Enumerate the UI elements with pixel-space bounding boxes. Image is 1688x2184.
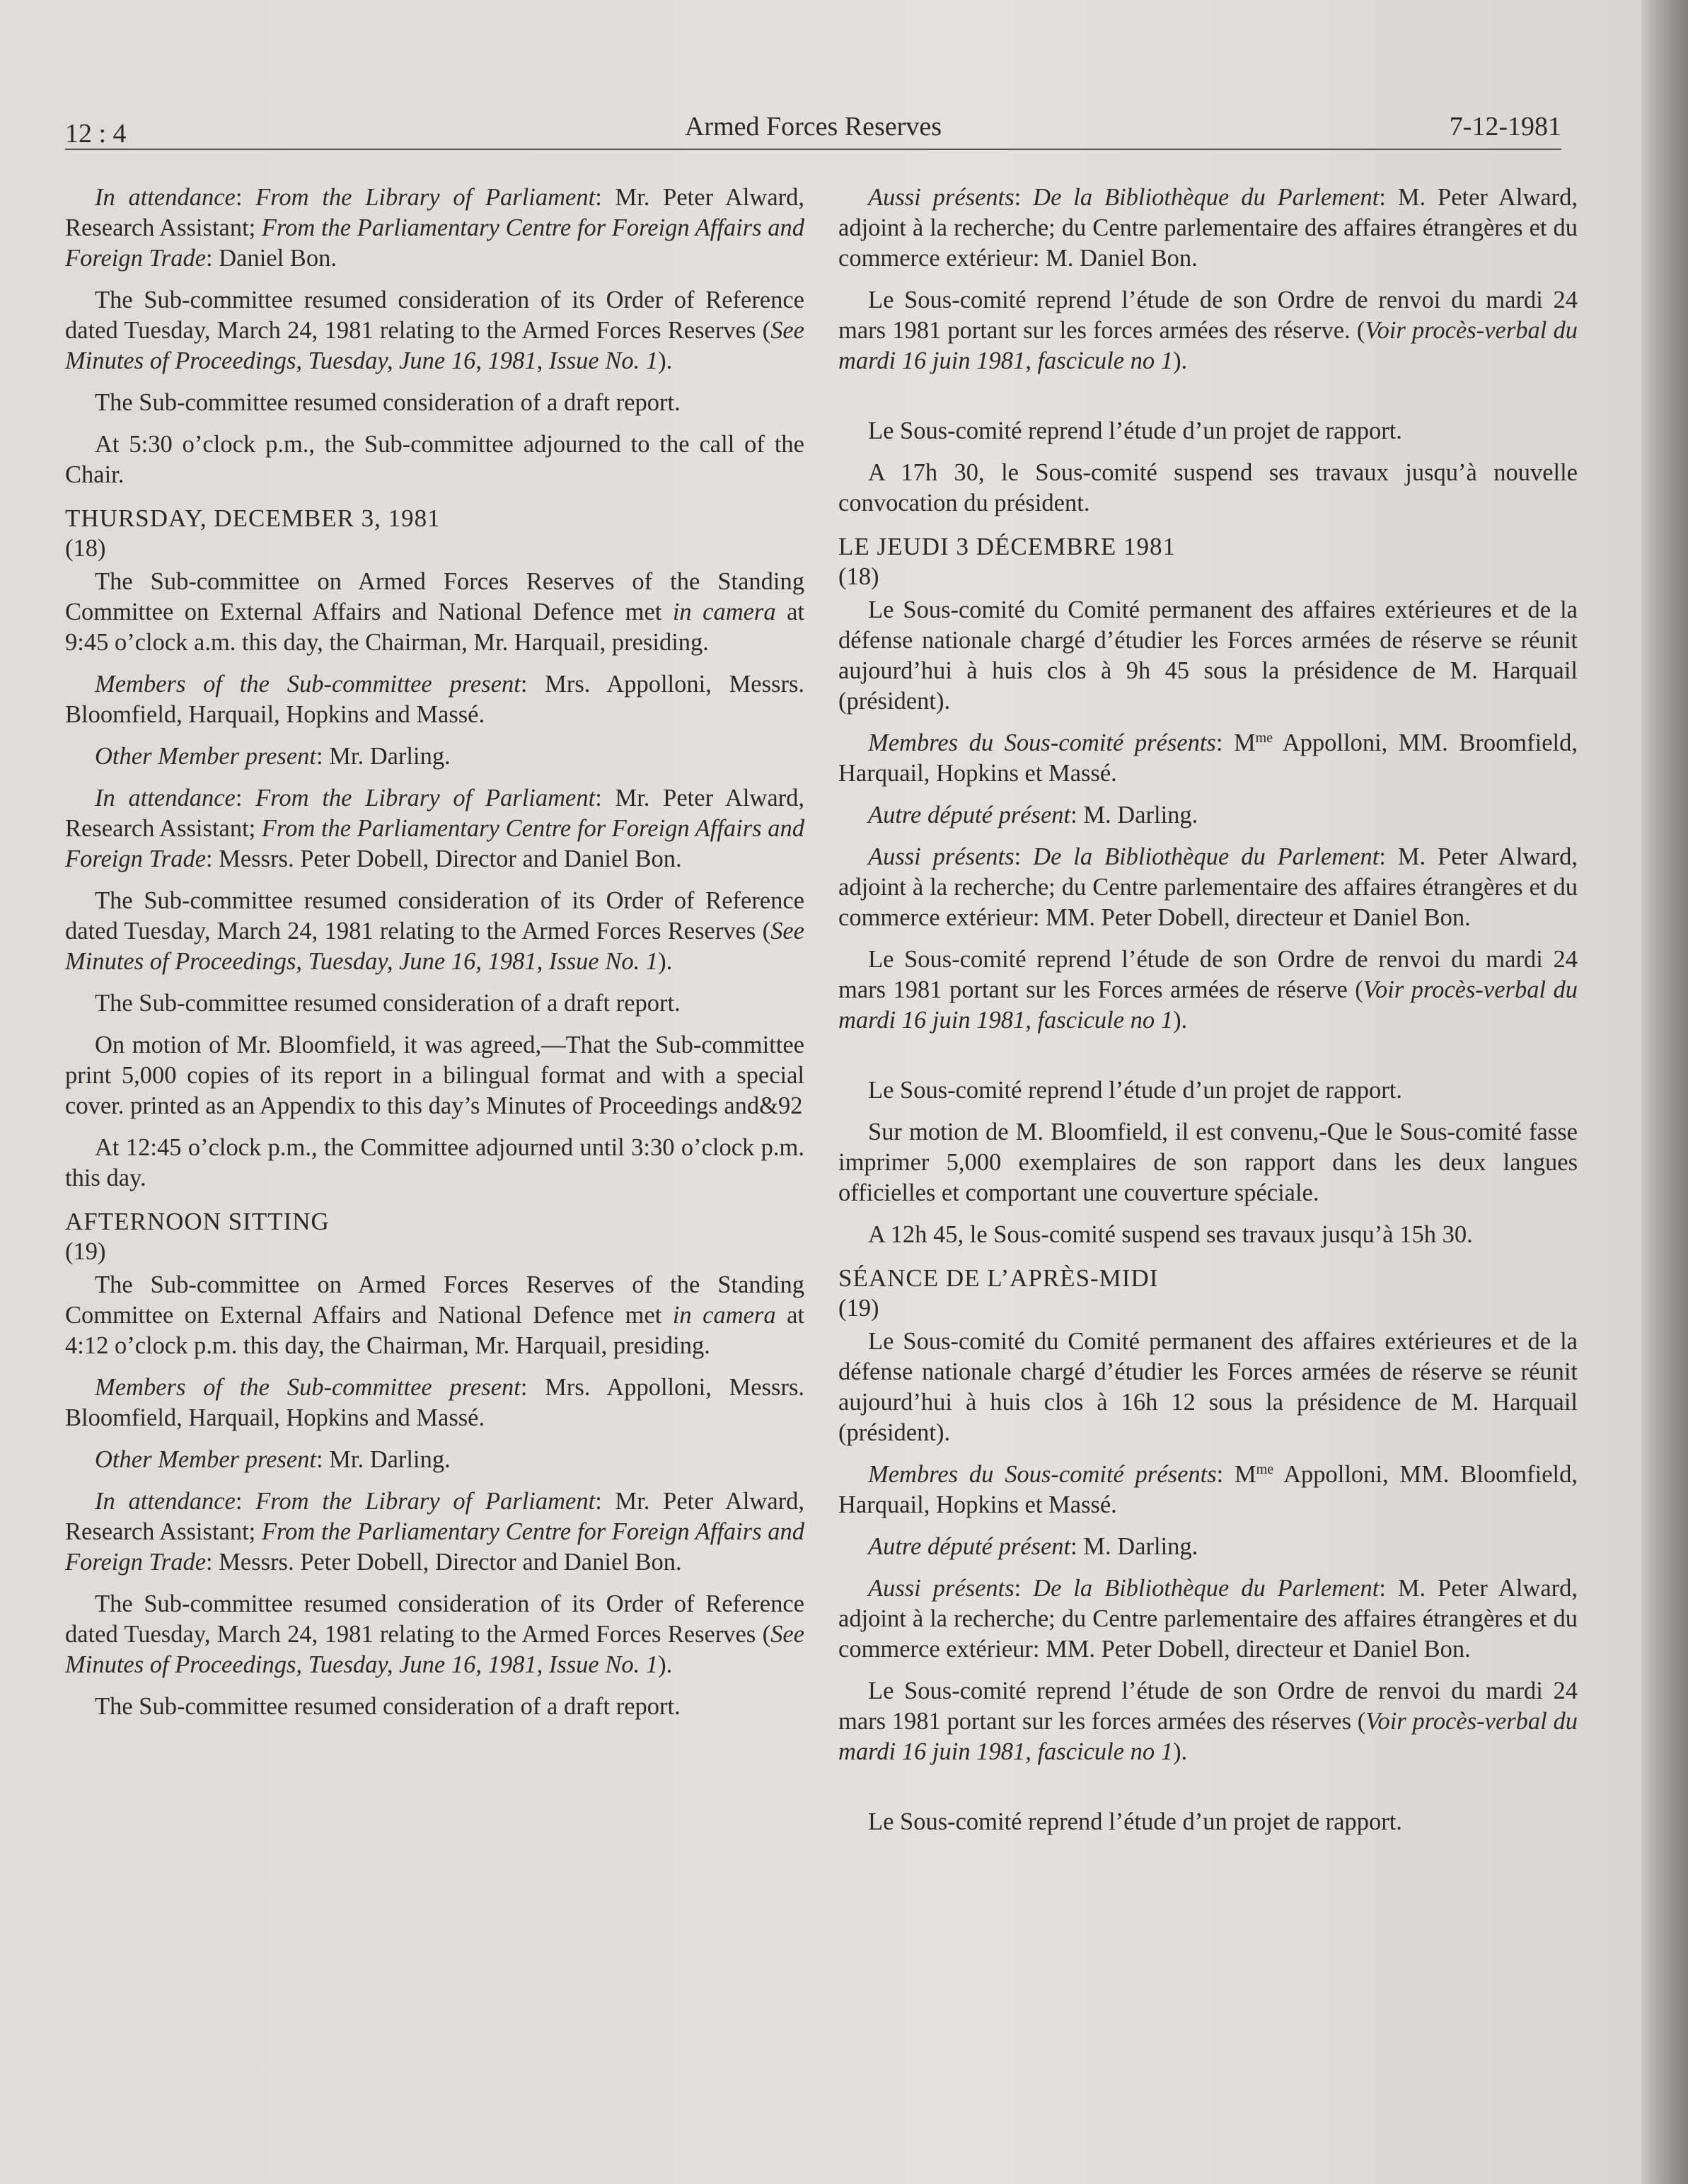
text-run: Other Member present <box>95 743 316 770</box>
text-run: Membres du Sous-comité présents <box>868 729 1216 756</box>
text-run: : <box>1014 1575 1034 1602</box>
draft-report-paragraph: The Sub-committee resumed consideration of a draft report. <box>95 389 681 416</box>
text-run: Le Sous-comité reprend l’étude de son Ordre de renvoi du mardi 24 mars 1981 portant sur les forces armées des réserves ( <box>838 1677 1578 1735</box>
meeting-number: (18) <box>838 563 879 590</box>
text-run: : Mr. Peter Alward, Research Assistant; <box>65 1488 804 1545</box>
draft-report-paragraph: The Sub-committee resumed consideration of a draft report. <box>95 990 681 1017</box>
order-of-reference-paragraph <box>65 285 804 376</box>
text-run: ). <box>1173 1738 1188 1765</box>
text-run: ). <box>658 347 673 374</box>
meeting-paragraph: Le Sous-comité du Comité permanent des affaires extérieures et de la défense nationale chargé d’étudier les Forces armées de réserve se réunit aujourd’hui à huis clos à 16h 12 sous la présidence de M. Harquail (président). <box>838 1328 1578 1446</box>
text-run: De la Bibliothèque du Parlement <box>1033 843 1380 870</box>
text-run: Membres du Sous-comité présents <box>868 1461 1217 1488</box>
text-run: me <box>1256 1462 1274 1477</box>
text-run: See Minutes of Proceedings, Tuesday, June 16, 1981, Issue No. 1 <box>65 317 804 374</box>
text-run: Voir procès-verbal du mardi 16 juin 1981, fascicule no 1 <box>838 1708 1578 1765</box>
text-run: Members of the Sub-committee present <box>95 671 521 698</box>
text-run: Autre député présent <box>868 1533 1071 1560</box>
section-heading: LE JEUDI 3 DÉCEMBRE 1981 <box>838 533 1177 560</box>
page-binding-edge <box>1641 0 1688 2184</box>
text-run: ). <box>658 1651 673 1678</box>
text-run: Aussi présents <box>868 843 1014 870</box>
text-run: : M. Peter Alward, adjoint à la recherche; du Centre parlementaire des affaires étrangères et du commerce extérieur: M. Daniel Bon. <box>838 184 1578 272</box>
text-run: The Sub-committee on Armed Forces Reserves of the Standing Committee on External Affairs and National Defence met <box>65 1271 804 1329</box>
text-run: Le Sous-comité reprend l’étude de son Ordre de renvoi du mardi 24 mars 1981 portant sur les forces armées des réserve. ( <box>838 287 1578 344</box>
other-member-paragraph <box>65 741 804 772</box>
text-run: De la Bibliothèque du Parlement <box>1033 1575 1380 1602</box>
meeting-paragraph <box>65 567 804 658</box>
order-of-reference-paragraph <box>838 285 1578 376</box>
attendance-paragraph <box>838 183 1578 274</box>
text-run: Members of the Sub-committee present <box>95 1374 521 1401</box>
meeting-paragraph <box>65 1270 804 1361</box>
adjournment-paragraph: A 12h 45, le Sous-comité suspend ses travaux jusqu’à 15h 30. <box>868 1221 1473 1248</box>
text-run: : <box>1014 843 1034 870</box>
text-run: Aussi présents <box>868 184 1014 211</box>
adjournment-paragraph: A 17h 30, le Sous-comité suspend ses travaux jusqu’à nouvelle convocation du président. <box>838 459 1578 516</box>
members-present-paragraph <box>65 669 804 730</box>
text-run: Voir procès-verbal du mardi 16 juin 1981, fascicule no 1 <box>838 976 1578 1034</box>
text-run: Voir procès-verbal du mardi 16 juin 1981, fascicule no 1 <box>838 317 1578 374</box>
text-run: The Sub-committee resumed consideration of its Order of Reference dated Tuesday, March 24, 1981 relating to the Armed Forces Reserves ( <box>65 1590 804 1648</box>
draft-report-paragraph: The Sub-committee resumed consideration of a draft report. <box>95 1693 681 1720</box>
other-member-paragraph <box>838 1532 1578 1562</box>
text-run: : Daniel Bon. <box>206 245 337 272</box>
text-run: See Minutes of Proceedings, Tuesday, June 16, 1981, Issue No. 1 <box>65 918 804 975</box>
text-run: at 4:12 o’clock p.m. this day, the Chairman, Mr. Harquail, presiding. <box>65 1302 804 1359</box>
attendance-paragraph <box>838 1573 1578 1665</box>
text-run: In attendance <box>95 785 236 811</box>
text-run: in camera <box>672 1302 776 1329</box>
text-run: De la Bibliothèque du Parlement <box>1033 184 1380 211</box>
text-run: : M. Peter Alward, adjoint à la recherche; du Centre parlementaire des affaires étrangères et du commerce extérieur: MM. Peter Dobell, directeur et Daniel Bon. <box>838 1575 1578 1663</box>
order-of-reference-paragraph <box>65 886 804 977</box>
english-column <box>65 183 804 1733</box>
text-run: From the Parliamentary Centre for Foreign Affairs and Foreign Trade <box>65 815 805 872</box>
section-heading: SÉANCE DE L’APRÈS-MIDI <box>838 1264 1159 1292</box>
text-run: : M <box>1215 729 1256 756</box>
text-run: In attendance <box>95 1488 236 1515</box>
attendance-paragraph <box>65 1486 804 1578</box>
meeting-number: (18) <box>65 535 106 562</box>
journal-title: Armed Forces Reserves <box>684 112 942 141</box>
text-run: ). <box>1173 1007 1188 1034</box>
text-run: Appolloni, MM. Bloomfield, Harquail, Hopkins et Massé. <box>838 1461 1578 1518</box>
text-run: From the Parliamentary Centre for Foreign Affairs and Foreign Trade <box>65 1518 805 1576</box>
section-heading: AFTERNOON SITTING <box>65 1208 330 1235</box>
adjournment-paragraph: At 12:45 o’clock p.m., the Committee adjourned until 3:30 o’clock p.m. this day. <box>65 1134 804 1191</box>
attendance-paragraph <box>838 842 1578 933</box>
text-run: : <box>1014 184 1034 211</box>
draft-report-paragraph: Le Sous-comité reprend l’étude d’un projet de rapport. <box>868 417 1402 444</box>
adjournment-paragraph: At 5:30 o’clock p.m., the Sub-committee adjourned to the call of the Chair. <box>65 431 804 488</box>
text-run: at 9:45 o’clock a.m. this day, the Chairman, Mr. Harquail, presiding. <box>65 599 804 656</box>
meeting-number: (19) <box>65 1238 106 1265</box>
spacer <box>838 388 1578 416</box>
members-present-paragraph <box>65 1373 804 1433</box>
text-run: : Mrs. Appolloni, Messrs. Bloomfield, Harquail, Hopkins and Massé. <box>65 1374 804 1431</box>
meeting-number: (19) <box>838 1295 879 1322</box>
members-present-paragraph <box>838 1460 1578 1520</box>
text-run: Other Member present <box>95 1446 316 1473</box>
text-run: From the Library of Parliament <box>255 785 596 811</box>
text-run: The Sub-committee resumed consideration of its Order of Reference dated Tuesday, March 24, 1981 relating to the Armed Forces Reserves ( <box>65 887 804 944</box>
order-of-reference-paragraph <box>65 1589 804 1680</box>
page-number: 12 : 4 <box>65 119 127 149</box>
text-run: ). <box>1173 347 1188 374</box>
order-of-reference-paragraph <box>838 1676 1578 1767</box>
text-run: : Mr. Peter Alward, Research Assistant; <box>65 785 804 842</box>
draft-report-paragraph: Le Sous-comité reprend l’étude d’un projet de rapport. <box>868 1077 1402 1104</box>
text-run: The Sub-committee resumed consideration of its Order of Reference dated Tuesday, March 24, 1981 relating to the Armed Forces Reserves ( <box>65 287 804 344</box>
spacer <box>838 1047 1578 1075</box>
text-run: The Sub-committee on Armed Forces Reserves of the Standing Committee on External Affairs and National Defence met <box>65 568 804 625</box>
french-column <box>838 183 1578 1849</box>
text-run: : Mr. Darling. <box>316 743 451 770</box>
text-run: : <box>235 184 256 211</box>
text-run: Le Sous-comité reprend l’étude de son Ordre de renvoi du mardi 24 mars 1981 portant sur les Forces armées de réserve ( <box>838 946 1578 1003</box>
text-run: in camera <box>672 599 776 625</box>
order-of-reference-paragraph <box>838 944 1578 1036</box>
page-header <box>65 105 1561 150</box>
text-run: : <box>235 1488 256 1515</box>
text-run: Aussi présents <box>868 1575 1014 1602</box>
text-run: : Mr. Peter Alward, Research Assistant; <box>65 184 804 241</box>
spacer <box>838 1779 1578 1807</box>
text-run: From the Library of Parliament <box>255 184 596 211</box>
text-run: : Mrs. Appolloni, Messrs. Bloomfield, Harquail, Hopkins and Massé. <box>65 671 804 728</box>
text-run: In attendance <box>95 184 236 211</box>
text-run: : M. Peter Alward, adjoint à la recherche; du Centre parlementaire des affaires étrangères et du commerce extérieur: MM. Peter Dobell, directeur et Daniel Bon. <box>838 843 1578 931</box>
text-run: : M <box>1216 1461 1256 1488</box>
meeting-paragraph: Le Sous-comité du Comité permanent des affaires extérieures et de la défense nationale chargé d’étudier les Forces armées de réserve se réunit aujourd’hui à huis clos à 9h 45 sous la présidence de M. Harquail (président). <box>838 596 1578 715</box>
motion-paragraph: Sur motion de M. Bloomfield, il est convenu,-Que le Sous-comité fasse imprimer 5,000 exemplaires de son rapport dans les deux langues officielles et comportant une couverture spéciale. <box>838 1119 1578 1206</box>
text-run: me <box>1255 730 1273 746</box>
members-present-paragraph <box>838 728 1578 789</box>
other-member-paragraph <box>838 800 1578 831</box>
text-run: ). <box>658 948 673 975</box>
text-run: Autre député présent <box>868 802 1071 828</box>
text-run: See Minutes of Proceedings, Tuesday, June 16, 1981, Issue No. 1 <box>65 1621 804 1678</box>
section-heading: THURSDAY, DECEMBER 3, 1981 <box>65 504 441 532</box>
text-run: : Messrs. Peter Dobell, Director and Daniel Bon. <box>206 845 682 872</box>
attendance-paragraph <box>65 783 804 874</box>
text-run: From the Library of Parliament <box>255 1488 596 1515</box>
text-run: : M. Darling. <box>1070 802 1198 828</box>
text-run: : <box>235 785 256 811</box>
text-run: : M. Darling. <box>1070 1533 1198 1560</box>
other-member-paragraph <box>65 1445 804 1475</box>
header-date: 7-12-1981 <box>1449 112 1561 141</box>
attendance-paragraph <box>65 183 804 274</box>
text-run: Appolloni, MM. Broomfield, Harquail, Hopkins et Massé. <box>838 729 1578 787</box>
motion-paragraph: On motion of Mr. Bloomfield, it was agreed,—That the Sub-committee print 5,000 copies of its report in a bilingual format and with a special cover. printed as an Appendix to this day’s Minutes of Proceedings and&92 <box>65 1032 804 1119</box>
text-run: : Messrs. Peter Dobell, Director and Daniel Bon. <box>206 1549 682 1576</box>
draft-report-paragraph: Le Sous-comité reprend l’étude d’un projet de rapport. <box>868 1808 1402 1835</box>
text-run: From the Parliamentary Centre for Foreign Affairs and Foreign Trade <box>65 214 805 272</box>
text-run: : Mr. Darling. <box>316 1446 451 1473</box>
